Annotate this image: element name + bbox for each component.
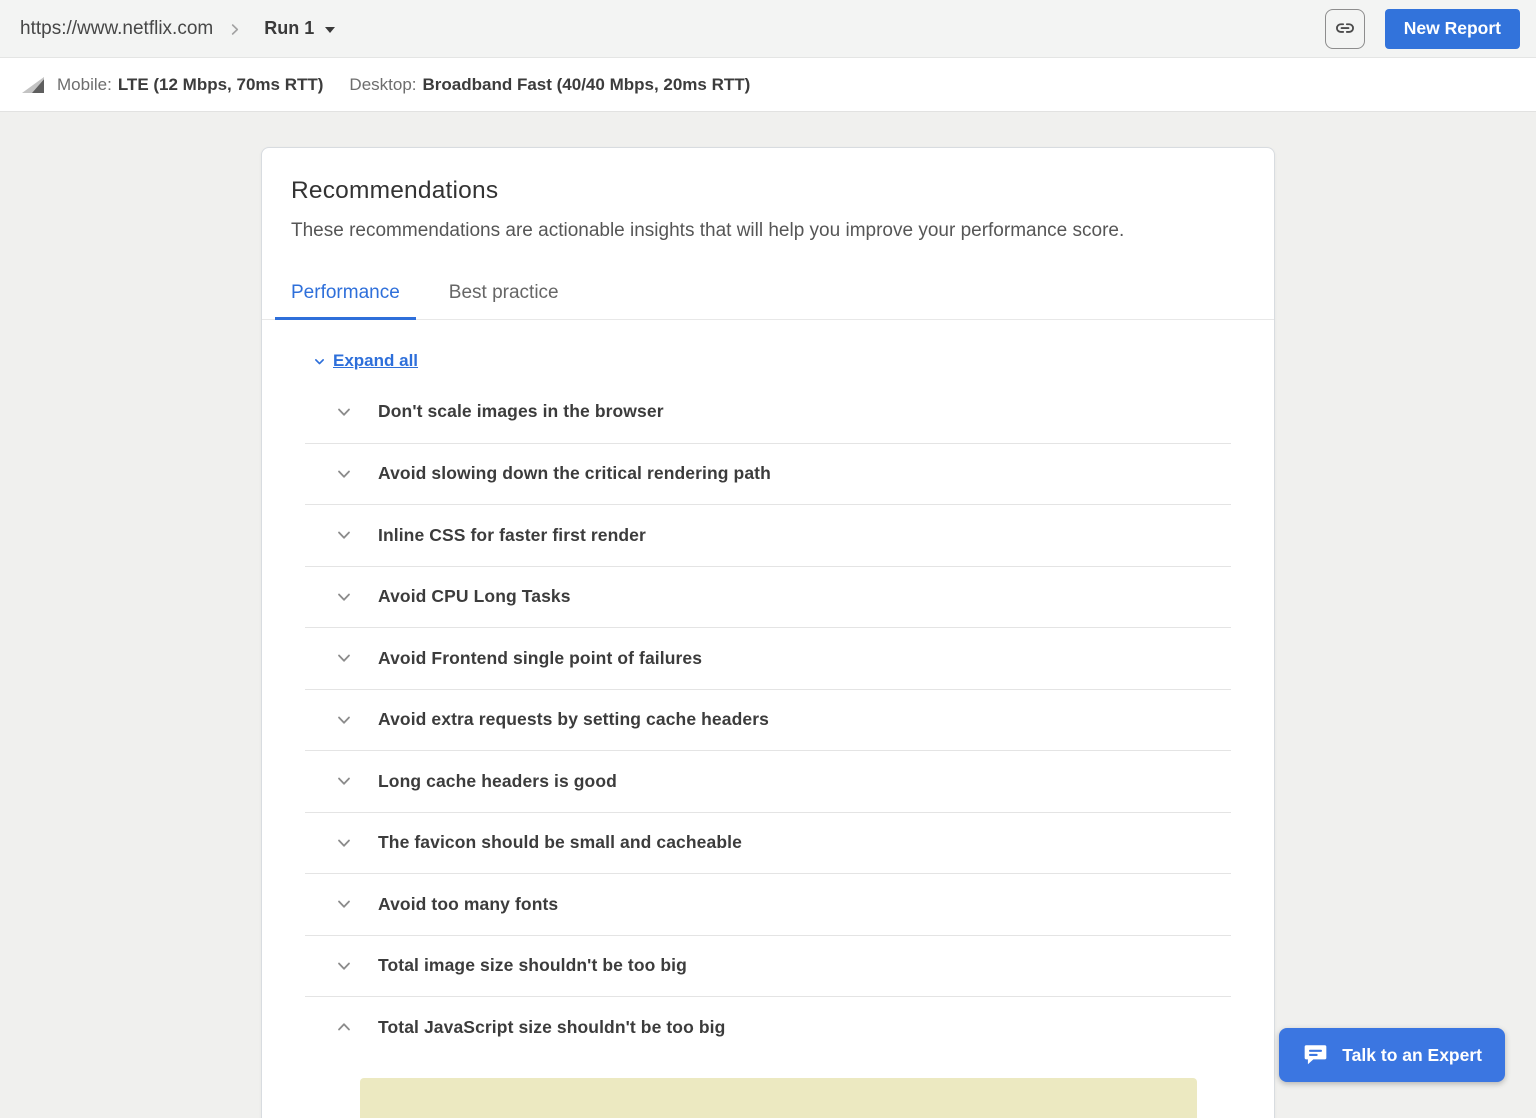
card-subtitle: These recommendations are actionable insights that will help you improve your performance score. <box>291 220 1125 241</box>
recommendation-title: Inline CSS for faster first render <box>378 524 646 545</box>
chevron-down-icon <box>336 589 352 605</box>
talk-to-expert-label: Talk to an Expert <box>1342 1044 1482 1065</box>
recommendation-row[interactable] <box>305 996 1231 1058</box>
recommendation-row[interactable] <box>305 627 1231 689</box>
talk-to-expert-button[interactable] <box>1279 1028 1505 1082</box>
expand-all-label: Expand all <box>333 351 419 370</box>
recommendation-title: Avoid extra requests by setting cache headers <box>378 709 769 730</box>
expand-all-link[interactable] <box>305 351 418 371</box>
top-bar <box>0 0 1536 58</box>
chevron-down-icon <box>336 773 352 789</box>
chevron-up-icon <box>336 1019 352 1035</box>
chevron-right-icon <box>227 22 242 37</box>
desktop-value: Broadband Fast (40/40 Mbps, 20ms RTT) <box>422 74 751 94</box>
recommendations-list <box>305 381 1231 1118</box>
recommendation-title: Avoid Frontend single point of failures <box>378 647 703 668</box>
chevron-down-icon <box>336 712 352 728</box>
network-conditions-bar <box>0 58 1536 112</box>
chevron-down-icon <box>313 355 326 368</box>
tab-best-practice[interactable]: Best practice <box>448 282 559 303</box>
recommendation-row[interactable] <box>305 812 1231 874</box>
recommendation-title: Total image size shouldn't be too big <box>378 955 687 976</box>
chevron-down-icon <box>336 650 352 666</box>
run-selector[interactable] <box>264 18 335 39</box>
tabs-row <box>262 282 1274 320</box>
share-link-button[interactable] <box>1325 9 1365 49</box>
recommendation-row[interactable] <box>305 566 1231 628</box>
recommendation-row[interactable] <box>305 689 1231 751</box>
report-url: https://www.netflix.com <box>20 17 214 39</box>
recommendation-row[interactable] <box>305 935 1231 997</box>
recommendation-row[interactable] <box>305 750 1231 812</box>
recommendation-title: Don't scale images in the browser <box>378 401 664 422</box>
recommendations-list-area <box>305 351 1231 1118</box>
chevron-down-icon <box>336 404 352 420</box>
recommendation-title: Long cache headers is good <box>378 770 617 791</box>
desktop-network-setting <box>349 75 750 95</box>
recommendation-title: The favicon should be small and cacheable <box>378 832 742 853</box>
tab-performance[interactable]: Performance <box>275 282 416 320</box>
signal-strength-icon <box>22 77 44 93</box>
recommendations-card <box>261 147 1275 1118</box>
chevron-down-icon <box>336 466 352 482</box>
chevron-down-icon <box>336 958 352 974</box>
link-icon <box>1334 18 1356 40</box>
chevron-down-icon <box>336 527 352 543</box>
mobile-label: Mobile: <box>57 74 112 94</box>
chat-bubble-icon <box>1302 1042 1329 1068</box>
recommendation-row[interactable] <box>305 504 1231 566</box>
mobile-value: LTE (12 Mbps, 70ms RTT) <box>117 74 324 94</box>
mobile-network-setting <box>57 75 323 95</box>
chevron-down-icon <box>336 896 352 912</box>
recommendation-row[interactable] <box>305 381 1231 443</box>
caret-down-icon <box>325 27 335 33</box>
recommendation-title: Avoid CPU Long Tasks <box>378 586 571 607</box>
new-report-button[interactable]: New Report <box>1385 9 1520 49</box>
chevron-down-icon <box>336 835 352 851</box>
recommendation-title: Total JavaScript size shouldn't be too big <box>378 1016 726 1037</box>
recommendation-row[interactable] <box>305 873 1231 935</box>
recommendation-title: Avoid too many fonts <box>378 893 559 914</box>
recommendation-expanded-content <box>360 1078 1197 1118</box>
page-title: Recommendations <box>291 177 499 204</box>
desktop-label: Desktop: <box>349 74 417 94</box>
recommendation-title: Avoid slowing down the critical rendering path <box>378 463 771 484</box>
run-label: Run 1 <box>264 18 315 38</box>
recommendation-row[interactable] <box>305 443 1231 505</box>
